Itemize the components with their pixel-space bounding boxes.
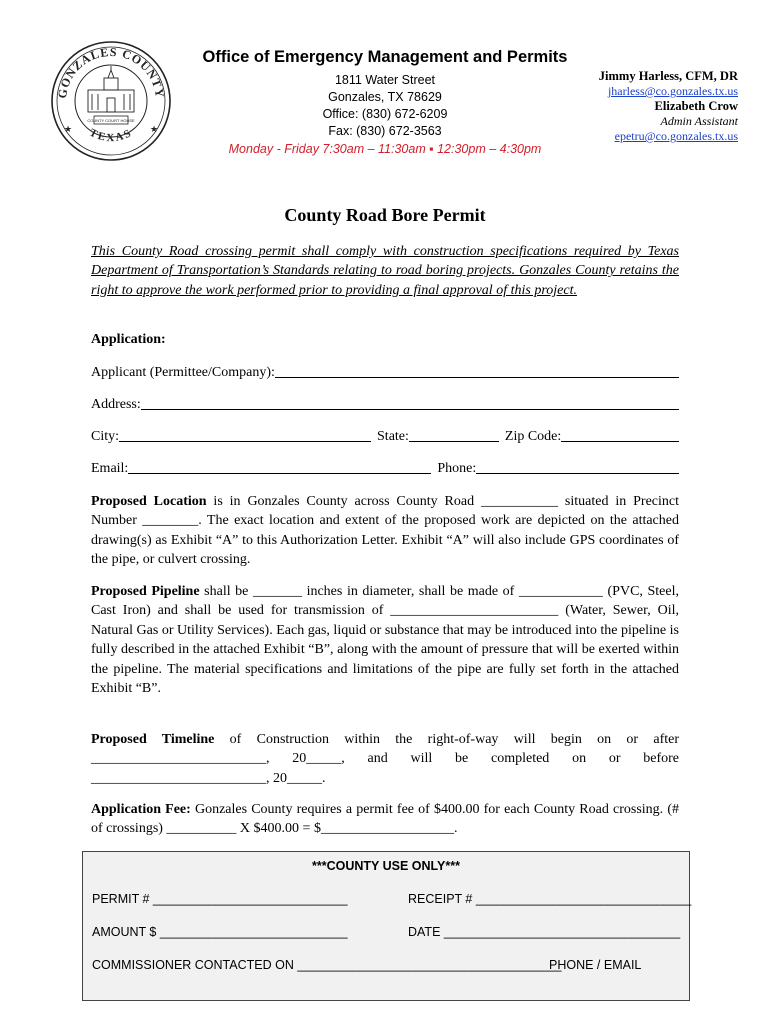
svg-text:GONZALES COUNTY	[55, 45, 167, 99]
zip-label: Zip Code:	[504, 429, 562, 444]
county-use-title: ***COUNTY USE ONLY***	[312, 859, 460, 873]
location-text: is in Gonzales County across County Road ___________ situated in Precinct Number ________. The exact location and extent of the proposed work are depicted on the attached drawing(s) as Exhibit “A” to this Authorization Letter. Exhibit “A” will also include GPS coordinates of the pipe, or culvert crossing.	[91, 494, 679, 568]
office-fax: Fax: (830) 672-3563	[328, 124, 442, 138]
state-label: State:	[377, 429, 409, 444]
page-title: County Road Bore Permit	[284, 205, 486, 225]
address-row	[91, 395, 679, 413]
seal-top-text: GONZALES COUNTY	[54, 44, 168, 100]
permit-number-field[interactable]: PERMIT # ____________________________	[92, 892, 348, 906]
phone-email-label: PHONE / EMAIL	[549, 958, 642, 972]
zip-field[interactable]	[561, 427, 679, 442]
city-label: City:	[91, 429, 120, 444]
phone-field[interactable]	[476, 459, 679, 474]
seal-plaque-text: COUNTY COURT HOUSE	[87, 118, 135, 123]
timeline-text: of Construction within the right-of-way will begin on or after _________________________, 20_____, and will be completed on or before _________________________, 20_____.	[91, 732, 679, 786]
contact-name-2: Elizabeth Crow	[654, 99, 738, 113]
applicant-label: Applicant (Permittee/Company):	[91, 365, 275, 380]
pipeline-heading: Proposed Pipeline	[91, 584, 200, 599]
city-row	[91, 427, 679, 445]
contacts-block	[599, 69, 738, 144]
phone-label: Phone:	[437, 461, 477, 476]
address-label: Address:	[91, 397, 141, 412]
fee-paragraph	[91, 800, 679, 839]
pipeline-text: shall be _______ inches in diameter, shall be made of ____________ (PVC, Steel, Cast Iron) and shall be used for transmission of ________________________ (Water, Sewer, Oil, Natural Gas or Utility Services). Each gas, liquid or substance that may be introduced into the pipeline is fully described in the attached Exhibit “B”, along with the amount of pressure that will be exerted within the pipeline. The material specifications and limitations of the pipe are fully set forth in the attached Exhibit “B”.	[91, 584, 679, 697]
timeline-heading: Proposed Timeline	[91, 732, 215, 747]
county-use-box	[82, 851, 690, 1001]
contact-role-2: Admin Assistant	[660, 114, 738, 128]
county-seal	[50, 40, 172, 162]
receipt-number-field[interactable]: RECEIPT # _______________________________	[408, 892, 692, 906]
applicant-field[interactable]	[275, 363, 679, 378]
timeline-paragraph	[91, 730, 679, 788]
date-field[interactable]: DATE __________________________________	[408, 925, 681, 939]
city-field[interactable]	[119, 427, 371, 442]
office-city: Gonzales, TX 78629	[328, 90, 442, 104]
office-hours: Monday - Friday 7:30am – 11:30am ▪ 12:30pm – 4:30pm	[228, 142, 542, 156]
contact-email-1[interactable]: jharless@co.gonzales.tx.us	[607, 84, 738, 98]
application-heading: Application:	[91, 332, 166, 347]
svg-text:★: ★	[150, 124, 159, 134]
location-heading: Proposed Location	[91, 494, 207, 509]
state-field[interactable]	[409, 427, 499, 442]
contact-email-2[interactable]: epetru@co.gonzales.tx.us	[614, 129, 738, 143]
location-paragraph	[91, 492, 679, 570]
office-phone: Office: (830) 672-6209	[322, 107, 448, 121]
svg-text:TEXAS	[87, 127, 134, 144]
contact-name-1: Jimmy Harless, CFM, DR	[598, 69, 738, 83]
email-label: Email:	[91, 461, 129, 476]
office-street: 1811 Water Street	[334, 73, 436, 87]
address-field[interactable]	[141, 395, 679, 410]
applicant-row	[91, 363, 679, 381]
fee-text: Gonzales County requires a permit fee of $400.00 for each County Road crossing. (# of crossings) __________ X $400.00 = $___________________.	[91, 802, 679, 837]
office-header	[200, 48, 570, 158]
pipeline-paragraph	[91, 582, 679, 698]
fee-heading: Application Fee:	[91, 802, 191, 817]
svg-text:★: ★	[64, 124, 73, 134]
office-title: Office of Emergency Management and Permits	[202, 48, 568, 66]
amount-field[interactable]: AMOUNT $ ___________________________	[92, 925, 348, 939]
email-field[interactable]	[128, 459, 431, 474]
commissioner-contacted-field[interactable]: COMMISSIONER CONTACTED ON ______________________________________	[92, 958, 562, 972]
seal-bottom-text: TEXAS	[87, 126, 135, 145]
email-row	[91, 459, 679, 477]
intro-paragraph: This County Road crossing permit shall comply with construction specifications required by Texas Department of Transportation’s Standards relating to road boring projects. Gonzales County retains the right to approve the work performed prior to providing a final approval of this project.	[91, 244, 679, 298]
